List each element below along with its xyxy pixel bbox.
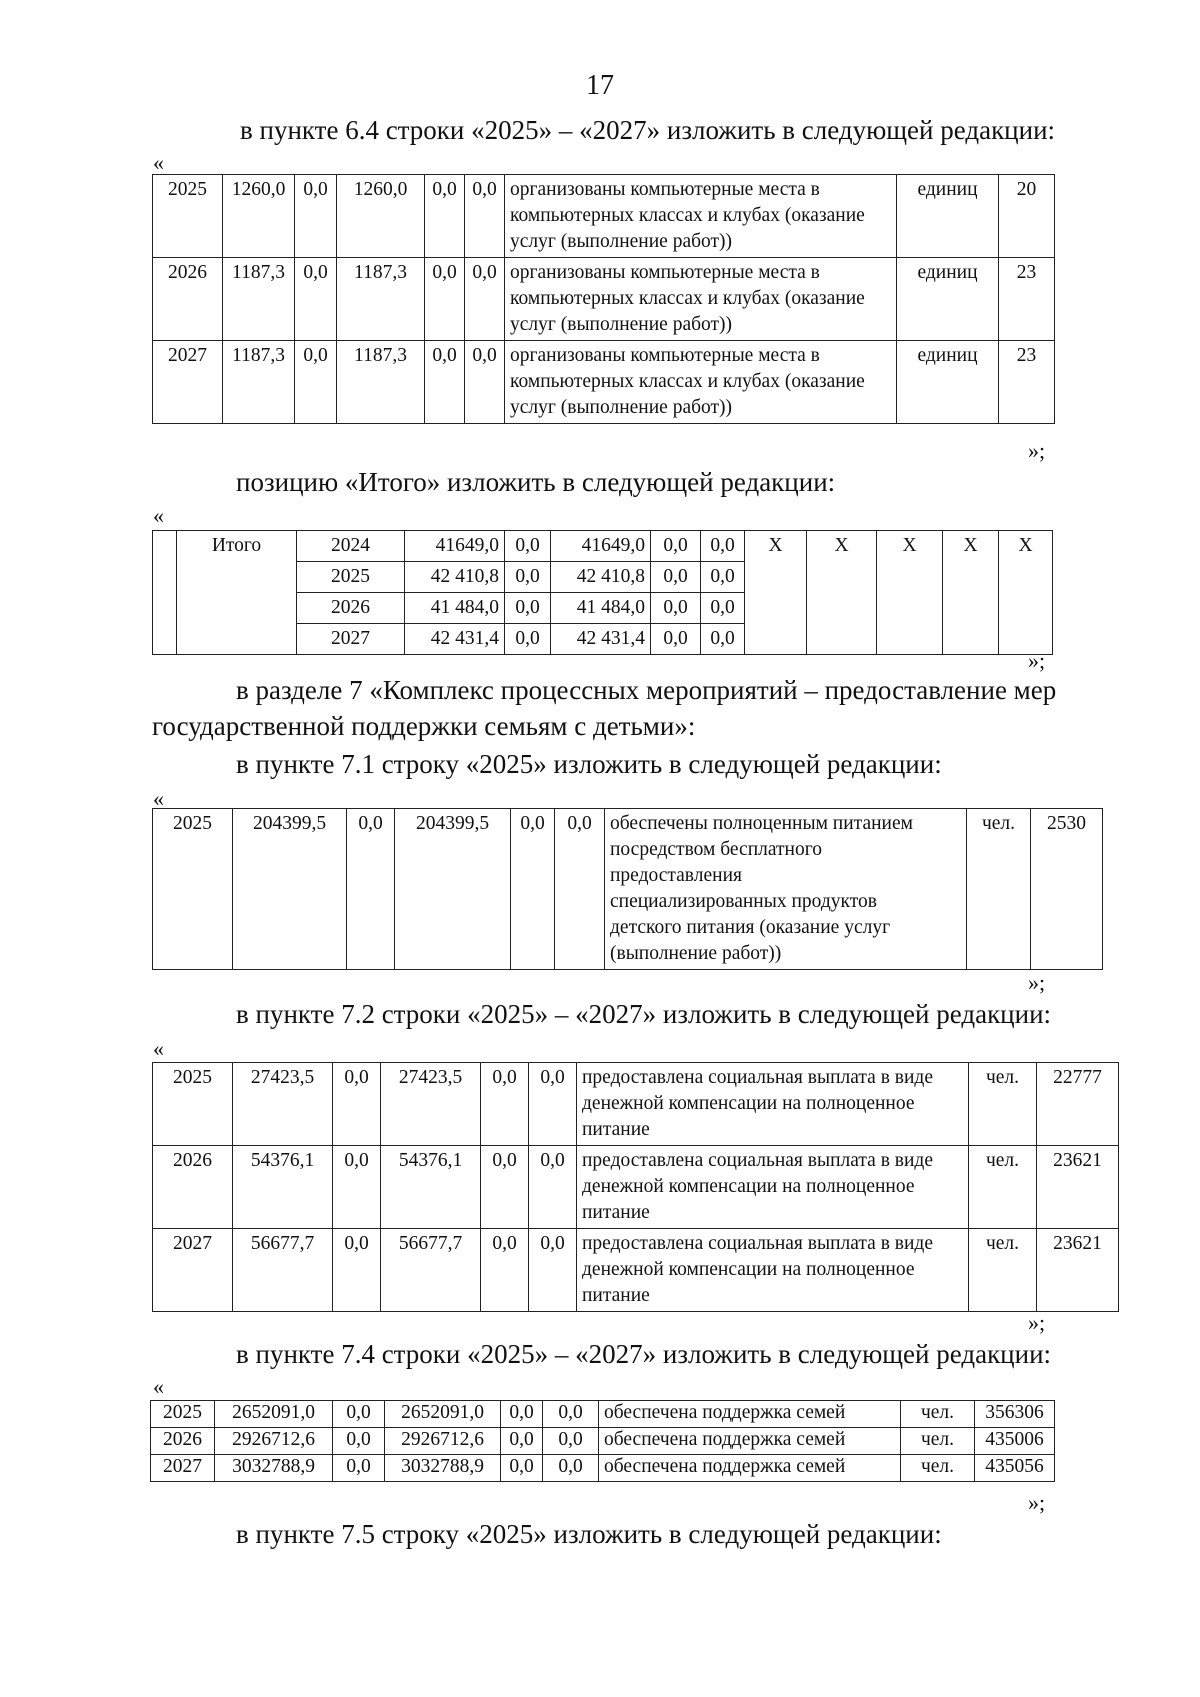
federal-budget-cell: 0,0	[333, 1428, 385, 1455]
table-row	[153, 341, 1055, 424]
table-row	[153, 258, 1055, 341]
table-7-1	[152, 808, 1103, 970]
federal-budget-cell: 0,0	[295, 258, 337, 341]
value-cell: 22777	[1037, 1063, 1119, 1146]
regional-budget-cell: 1260,0	[337, 175, 425, 258]
municipal-budget-cell: 0,0	[501, 1428, 543, 1455]
regional-budget-cell: 42 431,4	[551, 624, 651, 655]
extrabudget-cell: 0,0	[529, 1146, 577, 1229]
total-cell: 3032788,9	[215, 1455, 333, 1482]
x-cell: Х	[807, 531, 877, 655]
municipal-budget-cell: 0,0	[511, 809, 555, 970]
paragraph-7-5-heading: в пункте 7.5 строку «2025» изложить в следующей редакции:	[236, 1519, 942, 1549]
page-number: 17	[586, 70, 614, 101]
paragraph-itogo-heading: позицию «Итого» изложить в следующей редакции:	[236, 467, 836, 497]
year-cell: 2027	[153, 341, 223, 424]
total-cell: 42 431,4	[405, 624, 505, 655]
extrabudget-cell: 0,0	[555, 809, 605, 970]
total-cell: 1260,0	[223, 175, 295, 258]
extrabudget-cell: 0,0	[701, 531, 745, 562]
regional-budget-cell: 1187,3	[337, 258, 425, 341]
federal-budget-cell: 0,0	[505, 562, 551, 593]
year-cell: 2027	[297, 624, 405, 655]
total-cell: 1187,3	[223, 341, 295, 424]
extrabudget-cell: 0,0	[465, 258, 505, 341]
regional-budget-cell: 41 484,0	[551, 593, 651, 624]
year-cell: 2027	[151, 1455, 215, 1482]
open-quote: «	[153, 150, 164, 175]
unit-cell: единиц	[897, 175, 999, 258]
result-description-cell: обеспечена поддержка семей	[599, 1455, 901, 1482]
result-description-cell: предоставлена социальная выплата в виде денежной компенсации на полноценное питание	[577, 1063, 969, 1146]
total-cell: 42 410,8	[405, 562, 505, 593]
unit-cell: чел.	[901, 1455, 975, 1482]
value-cell: 23621	[1037, 1146, 1119, 1229]
close-quote: »;	[1028, 438, 1046, 463]
close-quote: »;	[1028, 648, 1046, 673]
result-description-cell: обеспечена поддержка семей	[599, 1401, 901, 1428]
municipal-budget-cell: 0,0	[501, 1401, 543, 1428]
federal-budget-cell: 0,0	[295, 175, 337, 258]
municipal-budget-cell: 0,0	[425, 341, 465, 424]
extrabudget-cell: 0,0	[701, 562, 745, 593]
total-cell: 56677,7	[233, 1229, 333, 1312]
total-cell: 1187,3	[223, 258, 295, 341]
table-6-4	[152, 174, 1055, 424]
municipal-budget-cell: 0,0	[651, 624, 701, 655]
x-cell: Х	[877, 531, 943, 655]
table-row	[151, 1455, 1055, 1482]
extrabudget-cell: 0,0	[465, 175, 505, 258]
table-row	[153, 531, 1053, 562]
year-cell: 2025	[153, 1063, 233, 1146]
federal-budget-cell: 0,0	[333, 1401, 385, 1428]
value-cell: 23621	[1037, 1229, 1119, 1312]
total-cell: 2652091,0	[215, 1401, 333, 1428]
extrabudget-cell: 0,0	[701, 624, 745, 655]
federal-budget-cell: 0,0	[347, 809, 395, 970]
result-description-cell: организованы компьютерные места в компьютерных классах и клубах (оказание услуг (выполнение работ))	[505, 341, 897, 424]
result-description-cell: организованы компьютерные места в компьютерных классах и клубах (оказание услуг (выполнение работ))	[505, 175, 897, 258]
table-row	[151, 1401, 1055, 1428]
federal-budget-cell: 0,0	[333, 1063, 381, 1146]
year-cell: 2026	[153, 1146, 233, 1229]
total-cell: 2926712,6	[215, 1428, 333, 1455]
table-row	[151, 1428, 1055, 1455]
open-quote: «	[153, 1036, 164, 1061]
total-cell: 41649,0	[405, 531, 505, 562]
value-cell: 2530	[1031, 809, 1103, 970]
municipal-budget-cell: 0,0	[425, 175, 465, 258]
extrabudget-cell: 0,0	[701, 593, 745, 624]
federal-budget-cell: 0,0	[333, 1229, 381, 1312]
municipal-budget-cell: 0,0	[425, 258, 465, 341]
result-description-cell: предоставлена социальная выплата в виде денежной компенсации на полноценное питание	[577, 1229, 969, 1312]
result-description-cell: обеспечены полноценным питанием посредством бесплатного предоставления специализированных продуктов детского питания (оказание услуг (выполнение работ))	[605, 809, 967, 970]
open-quote: «	[153, 786, 164, 811]
municipal-budget-cell: 0,0	[651, 562, 701, 593]
table-7-2	[152, 1062, 1119, 1312]
value-cell: 356306	[975, 1401, 1055, 1428]
table-row	[153, 1229, 1119, 1312]
municipal-budget-cell: 0,0	[651, 593, 701, 624]
year-cell: 2025	[153, 175, 223, 258]
year-cell: 2027	[153, 1229, 233, 1312]
paragraph-6-4-heading: в пункте 6.4 строки «2025» – «2027» изложить в следующей редакции:	[240, 115, 1056, 145]
paragraph-7-4-heading: в пункте 7.4 строки «2025» – «2027» изложить в следующей редакции:	[236, 1339, 1052, 1369]
regional-budget-cell: 42 410,8	[551, 562, 651, 593]
table-row	[153, 1146, 1119, 1229]
table-row	[153, 1063, 1119, 1146]
federal-budget-cell: 0,0	[295, 341, 337, 424]
x-cell: Х	[999, 531, 1053, 655]
extrabudget-cell: 0,0	[529, 1229, 577, 1312]
municipal-budget-cell: 0,0	[501, 1455, 543, 1482]
federal-budget-cell: 0,0	[333, 1146, 381, 1229]
extrabudget-cell: 0,0	[543, 1455, 599, 1482]
x-cell: Х	[943, 531, 999, 655]
unit-cell: чел.	[969, 1229, 1037, 1312]
paragraph-section-7-line-2: государственной поддержки семьям с детьми»:	[152, 711, 696, 741]
result-description-cell: предоставлена социальная выплата в виде денежной компенсации на полноценное питание	[577, 1146, 969, 1229]
year-cell: 2025	[153, 809, 233, 970]
regional-budget-cell: 54376,1	[381, 1146, 481, 1229]
paragraph-7-2-heading: в пункте 7.2 строки «2025» – «2027» изложить в следующей редакции:	[236, 999, 1052, 1029]
value-cell: 20	[999, 175, 1055, 258]
municipal-budget-cell: 0,0	[481, 1063, 529, 1146]
federal-budget-cell: 0,0	[333, 1455, 385, 1482]
paragraph-section-7-line-1: в разделе 7 «Комплекс процессных мероприятий – предоставление мер	[236, 675, 1057, 705]
extrabudget-cell: 0,0	[465, 341, 505, 424]
total-cell: 41 484,0	[405, 593, 505, 624]
extrabudget-cell: 0,0	[543, 1428, 599, 1455]
year-cell: 2026	[297, 593, 405, 624]
regional-budget-cell: 3032788,9	[385, 1455, 501, 1482]
year-cell: 2025	[297, 562, 405, 593]
year-cell: 2026	[153, 258, 223, 341]
unit-cell: чел.	[969, 1146, 1037, 1229]
total-cell: 204399,5	[233, 809, 347, 970]
federal-budget-cell: 0,0	[505, 531, 551, 562]
municipal-budget-cell: 0,0	[651, 531, 701, 562]
federal-budget-cell: 0,0	[505, 624, 551, 655]
table-row	[153, 175, 1055, 258]
paragraph-7-1-heading: в пункте 7.1 строку «2025» изложить в следующей редакции:	[236, 749, 942, 779]
unit-cell: чел.	[967, 809, 1031, 970]
result-description-cell: организованы компьютерные места в компьютерных классах и клубах (оказание услуг (выполнение работ))	[505, 258, 897, 341]
regional-budget-cell: 1187,3	[337, 341, 425, 424]
unit-cell: чел.	[901, 1401, 975, 1428]
table-7-4	[150, 1400, 1055, 1482]
x-cell: Х	[745, 531, 807, 655]
itogo-label-cell: Итого	[177, 531, 297, 655]
close-quote: »;	[1028, 1490, 1046, 1515]
total-cell: 27423,5	[233, 1063, 333, 1146]
year-cell: 2024	[297, 531, 405, 562]
extrabudget-cell: 0,0	[543, 1401, 599, 1428]
regional-budget-cell: 204399,5	[395, 809, 511, 970]
total-cell: 54376,1	[233, 1146, 333, 1229]
result-description-cell: обеспечена поддержка семей	[599, 1428, 901, 1455]
value-cell: 23	[999, 258, 1055, 341]
unit-cell: чел.	[901, 1428, 975, 1455]
value-cell: 435056	[975, 1455, 1055, 1482]
table-row	[153, 809, 1103, 970]
close-quote: »;	[1028, 970, 1046, 995]
regional-budget-cell: 41649,0	[551, 531, 651, 562]
regional-budget-cell: 2652091,0	[385, 1401, 501, 1428]
federal-budget-cell: 0,0	[505, 593, 551, 624]
empty-cell	[153, 531, 177, 655]
regional-budget-cell: 2926712,6	[385, 1428, 501, 1455]
close-quote: »;	[1028, 1310, 1046, 1335]
unit-cell: единиц	[897, 258, 999, 341]
regional-budget-cell: 27423,5	[381, 1063, 481, 1146]
value-cell: 435006	[975, 1428, 1055, 1455]
unit-cell: чел.	[969, 1063, 1037, 1146]
open-quote: «	[153, 1374, 164, 1399]
year-cell: 2025	[151, 1401, 215, 1428]
municipal-budget-cell: 0,0	[481, 1229, 529, 1312]
unit-cell: единиц	[897, 341, 999, 424]
regional-budget-cell: 56677,7	[381, 1229, 481, 1312]
table-itogo	[152, 530, 1053, 655]
open-quote: «	[153, 503, 164, 528]
value-cell: 23	[999, 341, 1055, 424]
extrabudget-cell: 0,0	[529, 1063, 577, 1146]
municipal-budget-cell: 0,0	[481, 1146, 529, 1229]
year-cell: 2026	[151, 1428, 215, 1455]
